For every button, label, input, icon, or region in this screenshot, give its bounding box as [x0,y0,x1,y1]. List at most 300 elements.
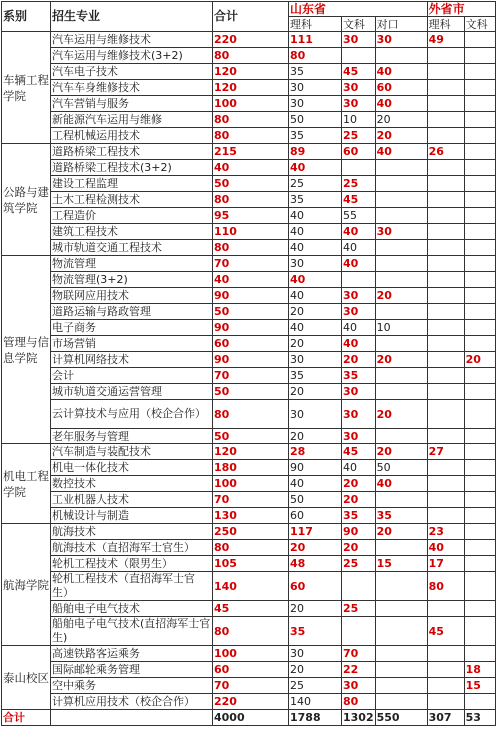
cell-sd-li: 40 [289,224,342,240]
total-cell: 80 [213,128,289,144]
total-cell: 40 [213,272,289,288]
table-row [2,320,496,336]
cell-sd-li: 40 [289,476,342,492]
cell-out-li [427,96,464,112]
cell-sd-li: 20 [289,304,342,320]
total-cell: 120 [213,64,289,80]
total-cell: 120 [213,444,289,460]
table-row [2,48,496,64]
cell-sd-li: 20 [289,429,342,444]
cell-sd-li: 90 [289,460,342,476]
major-cell: 工程造价 [51,208,213,224]
cell-out-li [427,336,464,352]
dept-cell: 航海学院 [2,524,51,646]
cell-sd-wen: 40 [342,240,376,256]
total-cell: 90 [213,352,289,368]
cell-sd-wen: 30 [342,384,376,400]
cell-sd-wen: 45 [342,444,376,460]
cell-sd-wen: 45 [342,64,376,80]
cell-sd-dui: 40 [375,144,427,160]
cell-sd-wen: 40 [342,224,376,240]
major-cell: 机械设计与制造 [51,508,213,524]
total-cell: 100 [213,96,289,112]
table-row [2,176,496,192]
cell-out-wen [464,320,495,336]
cell-sd-wen: 40 [342,256,376,272]
cell-sd-dui: 10 [375,320,427,336]
cell-sd-dui [375,192,427,208]
major-cell: 建设工程监理 [51,176,213,192]
cell-out-wen [464,80,495,96]
cell-sd-dui: 30 [375,224,427,240]
cell-sd-dui [375,617,427,646]
total-cell: 130 [213,508,289,524]
cell-out-li: 49 [427,32,464,48]
cell-sd-wen: 40 [342,336,376,352]
cell-out-li [427,646,464,662]
cell-out-li [427,192,464,208]
major-cell: 汽车车身维修技术 [51,80,213,96]
header-outside: 外省市 [427,2,495,17]
total-cell: 80 [213,540,289,556]
cell-sd-dui: 20 [375,288,427,304]
cell-out-wen [464,540,495,556]
cell-out-wen [464,368,495,384]
cell-out-wen [464,272,495,288]
cell-out-li [427,48,464,64]
table-row [2,476,496,492]
total-cell: 95 [213,208,289,224]
cell-sd-li: 28 [289,444,342,460]
cell-sd-li: 35 [289,128,342,144]
dept-cell: 泰山校区 [2,646,51,710]
cell-sd-dui [375,492,427,508]
cell-out-li: 17 [427,556,464,572]
cell-sd-wen: 80 [342,694,376,710]
cell-out-wen [464,476,495,492]
cell-out-li [427,460,464,476]
cell-sd-wen: 30 [342,304,376,320]
table-row [2,336,496,352]
cell-sd-li: 89 [289,144,342,160]
major-cell: 汽车运用与维修技术 [51,32,213,48]
cell-out-li [427,476,464,492]
total-cell: 80 [213,112,289,128]
cell-sd-li: 35 [289,368,342,384]
major-cell: 国际邮轮乘务管理 [51,662,213,678]
cell-sd-wen: 30 [342,429,376,444]
cell-out-wen [464,256,495,272]
cell-out-li [427,368,464,384]
major-cell: 物联网应用技术 [51,288,213,304]
cell-out-li [427,128,464,144]
cell-out-li [427,208,464,224]
major-cell: 电子商务 [51,320,213,336]
cell-out-li [427,240,464,256]
cell-sd-li: 60 [289,508,342,524]
cell-sd-dui [375,160,427,176]
cell-sd-dui: 50 [375,460,427,476]
cell-out-wen [464,508,495,524]
cell-out-li: 40 [427,540,464,556]
cell-out-li [427,429,464,444]
cell-out-wen: 18 [464,662,495,678]
cell-out-li: 80 [427,572,464,601]
major-cell: 汽车营销与服务 [51,96,213,112]
cell-sd-dui [375,429,427,444]
cell-sd-wen: 10 [342,112,376,128]
cell-sd-li: 25 [289,176,342,192]
header-sd-dui: 对口 [375,17,427,32]
cell-sd-li: 30 [289,80,342,96]
total-sd-wen: 1302 [343,711,374,724]
cell-out-wen [464,112,495,128]
cell-sd-wen: 22 [342,662,376,678]
table-row [2,429,496,444]
cell-sd-wen [342,160,376,176]
cell-out-wen [464,556,495,572]
total-cell: 45 [213,601,289,617]
major-cell: 会计 [51,368,213,384]
major-cell: 航海技术 [51,524,213,540]
cell-sd-dui [375,540,427,556]
cell-sd-wen [342,572,376,601]
table-row [2,646,496,662]
total-sd-li: 1788 [289,710,342,726]
cell-sd-dui [375,601,427,617]
cell-sd-li: 140 [289,694,342,710]
table-row [2,601,496,617]
major-cell: 市场营销 [51,336,213,352]
cell-sd-dui [375,694,427,710]
table-row [2,272,496,288]
major-cell: 航海技术（直招海军士官生） [51,540,213,556]
major-cell: 物流管理(3+2) [51,272,213,288]
total-cell: 70 [213,256,289,272]
cell-sd-dui: 20 [375,128,427,144]
major-cell: 城市轨道交通运营管理 [51,384,213,400]
cell-out-li [427,492,464,508]
cell-sd-li: 40 [289,240,342,256]
cell-sd-wen: 30 [342,32,376,48]
enrollment-plan-table [1,1,496,726]
table-row [2,192,496,208]
cell-out-wen: 15 [464,678,495,694]
cell-sd-li: 40 [289,288,342,304]
cell-out-li [427,320,464,336]
table-row [2,96,496,112]
cell-sd-wen: 60 [342,144,376,160]
major-cell: 空中乘务 [51,678,213,694]
total-cell: 110 [213,224,289,240]
cell-out-li [427,508,464,524]
cell-sd-dui [375,256,427,272]
cell-sd-li: 40 [289,160,342,176]
total-cell: 40 [213,160,289,176]
cell-out-li [427,64,464,80]
cell-sd-li: 20 [289,384,342,400]
cell-sd-li: 20 [289,336,342,352]
cell-out-wen [464,694,495,710]
total-out-li: 307 [427,710,464,726]
cell-sd-dui [375,48,427,64]
dept-cell: 公路与建筑学院 [2,144,51,256]
cell-sd-dui [375,176,427,192]
total-cell: 80 [213,48,289,64]
cell-sd-wen: 25 [342,176,376,192]
header-sd-wen: 文科 [342,17,376,32]
cell-sd-dui: 20 [375,352,427,368]
cell-sd-li: 35 [289,64,342,80]
cell-sd-dui [375,240,427,256]
major-cell: 轮机工程技术（直招海军士官生） [51,572,213,601]
cell-sd-wen [342,48,376,64]
table-row [2,444,496,460]
total-cell: 60 [213,336,289,352]
total-cell: 180 [213,460,289,476]
cell-sd-dui [375,336,427,352]
cell-sd-li: 80 [289,48,342,64]
major-cell: 老年服务与管理 [51,429,213,444]
cell-out-li [427,352,464,368]
total-cell: 220 [213,32,289,48]
major-cell: 汽车运用与维修技术(3+2) [51,48,213,64]
dept-cell: 车辆工程学院 [2,32,51,144]
table-row [2,224,496,240]
cell-out-wen [464,128,495,144]
dept-cell: 管理与信息学院 [2,256,51,444]
cell-out-wen [464,524,495,540]
enrollment-table-container [1,1,496,726]
cell-out-li [427,176,464,192]
cell-sd-wen: 25 [342,601,376,617]
cell-sd-dui: 40 [375,96,427,112]
cell-sd-wen: 30 [342,288,376,304]
table-row [2,368,496,384]
major-cell: 高速铁路客运乘务 [51,646,213,662]
cell-sd-dui: 20 [375,112,427,128]
cell-out-li [427,384,464,400]
major-cell: 物流管理 [51,256,213,272]
table-row [2,32,496,48]
major-cell: 新能源汽车运用与维修 [51,112,213,128]
header-row-top [2,2,496,17]
total-cell: 70 [213,678,289,694]
table-row [2,556,496,572]
cell-sd-dui: 30 [375,32,427,48]
cell-sd-wen: 30 [342,96,376,112]
cell-sd-li: 117 [289,524,342,540]
cell-out-li [427,678,464,694]
cell-sd-li: 50 [289,112,342,128]
table-row [2,460,496,476]
cell-out-wen [464,288,495,304]
cell-out-li: 23 [427,524,464,540]
major-cell: 道路桥梁工程技术(3+2) [51,160,213,176]
cell-sd-wen: 20 [342,540,376,556]
table-row [2,617,496,646]
total-cell: 50 [213,384,289,400]
cell-out-wen: 20 [464,352,495,368]
major-cell: 轮机工程技术（限男生） [51,556,213,572]
cell-sd-dui [375,368,427,384]
cell-sd-li: 35 [289,192,342,208]
cell-sd-li: 40 [289,272,342,288]
cell-out-li [427,224,464,240]
cell-out-wen [464,176,495,192]
total-cell: 90 [213,288,289,304]
cell-out-wen [464,192,495,208]
cell-sd-dui [375,384,427,400]
cell-sd-wen: 40 [342,320,376,336]
cell-sd-li: 30 [289,352,342,368]
cell-sd-dui [375,678,427,694]
major-cell: 工程机械运用技术 [51,128,213,144]
cell-sd-wen: 35 [342,508,376,524]
header-shandong: 山东省 [289,2,428,17]
major-cell: 土木工程检测技术 [51,192,213,208]
cell-out-li: 27 [427,444,464,460]
table-body [2,32,496,710]
major-cell: 计算机网络技术 [51,352,213,368]
header-dept: 系别 [2,2,51,32]
table-row [2,256,496,272]
major-cell: 船舶电子电气技术 [51,601,213,617]
table-row [2,240,496,256]
cell-sd-wen: 20 [342,476,376,492]
cell-sd-li: 30 [289,256,342,272]
cell-out-wen [464,48,495,64]
header-out-li: 理科 [427,17,464,32]
table-row [2,64,496,80]
major-cell: 计算机应用技术（校企合作） [51,694,213,710]
cell-sd-wen: 30 [342,400,376,429]
major-cell: 云计算技术与应用（校企合作） [51,400,213,429]
total-cell: 105 [213,556,289,572]
total-label: 合计 [2,710,51,726]
cell-sd-dui: 20 [375,400,427,429]
cell-sd-dui [375,572,427,601]
cell-out-wen [464,444,495,460]
cell-sd-li: 30 [289,400,342,429]
cell-sd-li: 30 [289,646,342,662]
cell-out-li: 26 [427,144,464,160]
cell-out-li [427,112,464,128]
cell-sd-wen: 30 [342,678,376,694]
cell-sd-dui: 20 [375,524,427,540]
total-cell: 100 [213,476,289,492]
header-major: 招生专业 [51,2,213,32]
total-cell: 80 [213,400,289,429]
cell-out-wen [464,384,495,400]
cell-out-li [427,601,464,617]
total-all: 4000 [213,710,289,726]
cell-sd-wen: 55 [342,208,376,224]
cell-out-li [427,304,464,320]
cell-out-wen [464,429,495,444]
cell-out-wen [464,646,495,662]
cell-sd-dui [375,662,427,678]
cell-sd-dui: 35 [375,508,427,524]
cell-sd-dui [375,272,427,288]
cell-out-wen [464,460,495,476]
cell-sd-dui: 15 [375,556,427,572]
total-cell: 50 [213,176,289,192]
total-cell: 70 [213,368,289,384]
total-cell: 50 [213,429,289,444]
cell-sd-dui [375,304,427,320]
cell-out-wen [464,572,495,601]
cell-sd-wen: 90 [342,524,376,540]
cell-sd-wen: 40 [342,460,376,476]
total-cell: 250 [213,524,289,540]
cell-out-wen [464,617,495,646]
cell-out-li [427,80,464,96]
cell-out-li: 45 [427,617,464,646]
table-row [2,508,496,524]
total-cell: 90 [213,320,289,336]
cell-out-li [427,694,464,710]
cell-out-wen [464,492,495,508]
total-blank [51,710,213,726]
cell-out-li [427,256,464,272]
table-row [2,540,496,556]
total-cell: 140 [213,572,289,601]
cell-sd-li: 50 [289,492,342,508]
total-sd-dui: 550 [375,710,427,726]
table-row [2,160,496,176]
cell-sd-li: 35 [289,617,342,646]
cell-sd-li: 20 [289,601,342,617]
major-cell: 工业机器人技术 [51,492,213,508]
cell-out-wen [464,160,495,176]
cell-out-wen [464,96,495,112]
cell-sd-dui [375,646,427,662]
dept-cell: 机电工程学院 [2,444,51,524]
cell-sd-wen: 45 [342,192,376,208]
table-row [2,694,496,710]
table-row [2,288,496,304]
cell-sd-li: 48 [289,556,342,572]
table-row [2,352,496,368]
major-cell: 道路桥梁工程技术 [51,144,213,160]
total-cell: 60 [213,662,289,678]
table-row [2,304,496,320]
major-cell: 城市轨道交通工程技术 [51,240,213,256]
table-row [2,384,496,400]
cell-sd-wen: 20 [342,352,376,368]
cell-sd-wen: 20 [342,492,376,508]
total-cell: 70 [213,492,289,508]
cell-out-wen [464,144,495,160]
major-cell: 船舶电子电气技术(直招海军士官生) [51,617,213,646]
cell-sd-li: 20 [289,540,342,556]
major-cell: 汽车电子技术 [51,64,213,80]
cell-sd-dui [375,208,427,224]
cell-sd-dui: 40 [375,476,427,492]
cell-sd-li: 111 [289,32,342,48]
header-total: 合计 [213,2,289,32]
table-row [2,80,496,96]
cell-sd-li: 40 [289,208,342,224]
cell-out-li [427,160,464,176]
major-cell: 机电一体化技术 [51,460,213,476]
cell-sd-dui: 60 [375,80,427,96]
total-cell: 220 [213,694,289,710]
cell-sd-dui: 40 [375,64,427,80]
cell-out-wen [464,601,495,617]
table-row [2,144,496,160]
